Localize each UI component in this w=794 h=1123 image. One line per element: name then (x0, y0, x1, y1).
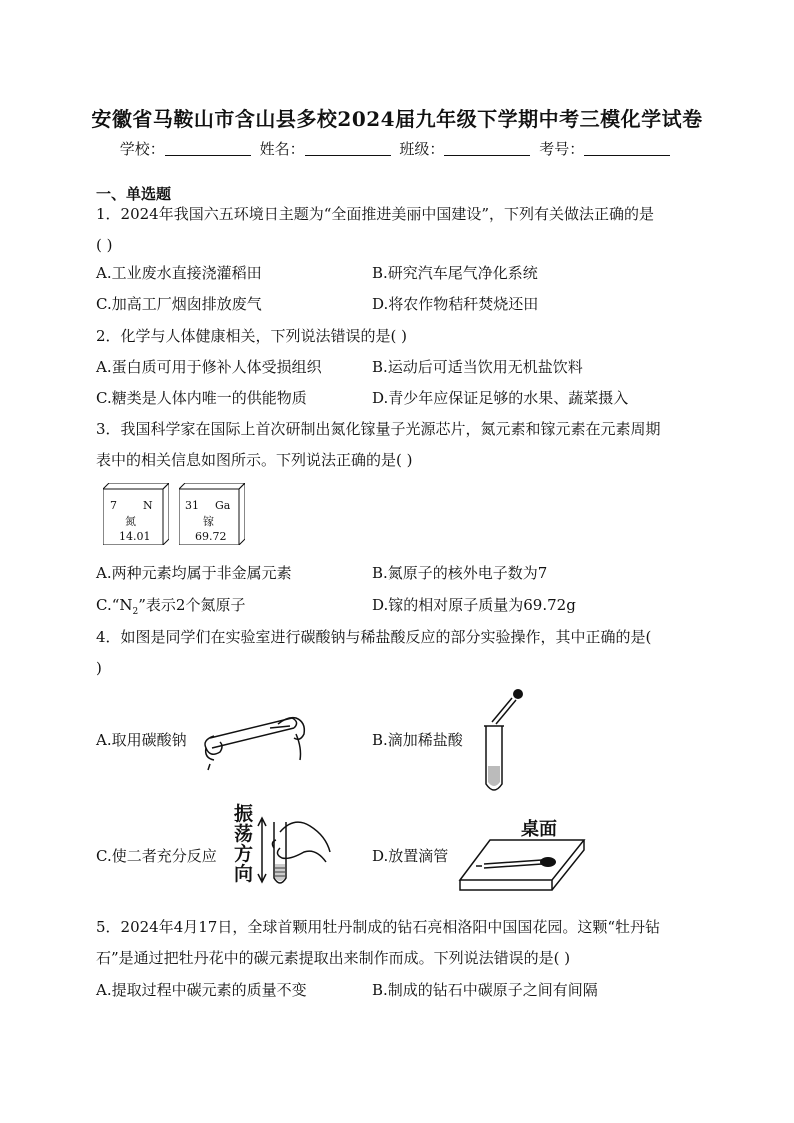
q4-option-c: C.使二者充分反应 (96, 847, 217, 865)
q1-stem-line2: ( ) (96, 236, 113, 254)
q4-option-d: D.放置滴管 (372, 847, 449, 865)
element-symbol: Ga (215, 499, 231, 512)
name-blank[interactable] (305, 141, 391, 156)
q3-option-a: A.两种元素均属于非金属元素 (96, 564, 292, 582)
number-label: 考号： (539, 140, 585, 158)
school-blank[interactable] (165, 141, 251, 156)
element-number: 7 (110, 499, 117, 512)
element-mass: 69.72 (195, 530, 227, 543)
q3-option-d: D.镓的相对原子质量为69.72g (372, 596, 576, 614)
q1-option-a: A.工业废水直接浇灌稻田 (96, 264, 262, 282)
element-mass: 14.01 (119, 530, 151, 543)
q3-option-c: $C.“N_2$”表示2个氮原子 (96, 596, 246, 617)
q2-stem-line1: 2．化学与人体健康相关，下列说法错误的是( ) (96, 327, 408, 345)
element-card-gallium (179, 483, 245, 545)
figure-dropper-tube (480, 684, 530, 796)
figure-shake-tube (254, 812, 334, 892)
q5-option-b: B.制成的钻石中碳原子之间有间隔 (372, 981, 598, 999)
element-card-nitrogen (103, 483, 169, 545)
class-label: 班级： (399, 140, 445, 158)
student-info-row (0, 138, 794, 159)
q4-stem-line2: ) (96, 659, 102, 677)
q2-option-a: A.蛋白质可用于修补人体受损组织 (96, 358, 322, 376)
q5-option-a: A.提取过程中碳元素的质量不变 (96, 981, 307, 999)
figure-test-tube-powder (200, 708, 312, 774)
q2-option-d: D.青少年应保证足够的水果、蔬菜摄入 (372, 389, 629, 407)
figure-desk-dropper (456, 836, 586, 894)
number-blank[interactable] (584, 141, 670, 156)
section-heading: 一、单选题 (96, 185, 172, 203)
shake-direction-label: 振荡方向 (234, 803, 254, 885)
name-label: 姓名： (259, 140, 305, 158)
element-symbol: N (143, 499, 153, 512)
q4-stem-line1: 4．如图是同学们在实验室进行碳酸钠与稀盐酸反应的部分实验操作，其中正确的是( (96, 628, 652, 646)
element-name: 镓 (203, 515, 214, 528)
q5-stem-line2: 石”是通过把牡丹花中的碳元素提取出来制作而成。下列说法错误的是( ) (96, 949, 571, 967)
q3-stem-line2: 表中的相关信息如图所示。下列说法正确的是( ) (96, 451, 413, 469)
q4-option-b: B.滴加稀盐酸 (372, 731, 463, 749)
q5-stem-line1: 5．2024年4月17日，全球首颗用牡丹制成的钻石亮相洛阳中国国花园。这颗“牡丹钻 (96, 918, 661, 936)
q2-option-c: C.糖类是人体内唯一的供能物质 (96, 389, 307, 407)
q1-option-d: D.将农作物秸秆焚烧还田 (372, 295, 539, 313)
desk-label: 桌面 (521, 819, 557, 840)
q3-stem-line1: 3．我国科学家在国际上首次研制出氮化镓量子光源芯片，氮元素和镓元素在元素周期 (96, 420, 661, 438)
page-title: 安徽省马鞍山市含山县多校2024届九年级下学期中考三模化学试卷 (91, 107, 703, 131)
q1-option-c: C.加高工厂烟囱排放废气 (96, 295, 262, 313)
q2-option-b: B.运动后可适当饮用无机盐饮料 (372, 358, 583, 376)
school-label: 学校： (119, 140, 165, 158)
q1-stem-line1: 1．2024年我国六五环境日主题为“全面推进美丽中国建设”，下列有关做法正确的是 (96, 205, 655, 223)
q1-option-b: B.研究汽车尾气净化系统 (372, 264, 538, 282)
element-name: 氮 (125, 515, 136, 528)
q4-option-a: A.取用碳酸钠 (96, 731, 187, 749)
class-blank[interactable] (444, 141, 530, 156)
element-number: 31 (185, 499, 199, 512)
q3-option-b: B.氮原子的核外电子数为7 (372, 564, 548, 582)
